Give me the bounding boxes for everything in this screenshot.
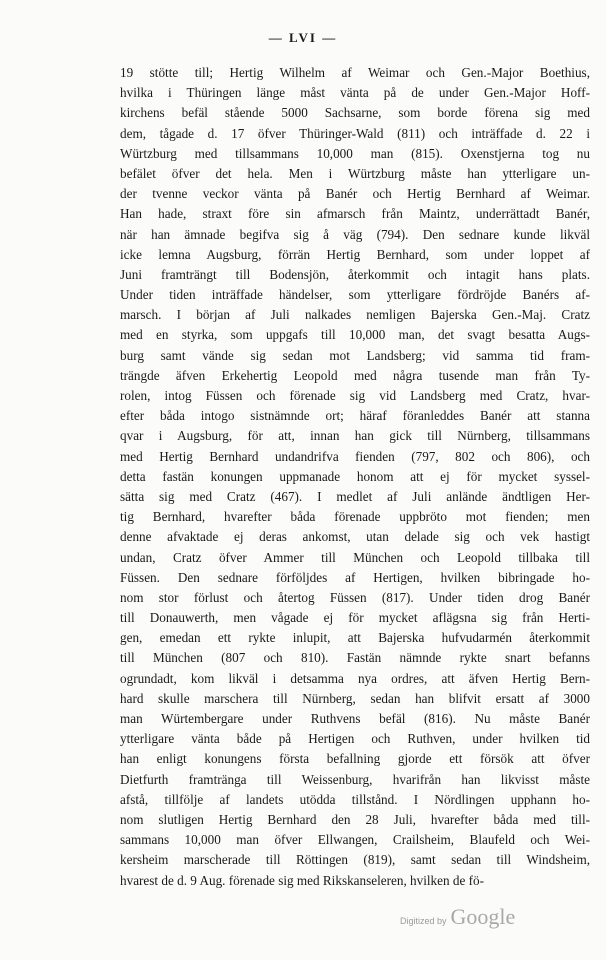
text-line: undan, Cratz öfver Ammer till München och Leopold tillbaka till [120, 549, 590, 565]
page-number: — LVI — [268, 30, 338, 45]
text-line: afstå, tillfölje af landets utödda tillstånd. I Nördlingen upphann ho- [120, 791, 590, 807]
text-line: dem, tågade d. 17 öfver Thüringer-Wald (811) och inträffade d. 22 i [120, 125, 590, 141]
text-line: Under tiden inträffade händelser, som ytterligare fördröjde Banérs af- [120, 287, 590, 303]
text-line: till München (807 och 810). Fastän nämnde rykte snart befanns [120, 650, 590, 666]
text-line: ogrundadt, kom likväl i detsamma nya ordres, att äfven Hertig Bern- [120, 670, 590, 686]
text-line: 19 stötte till; Hertig Wilhelm af Weimar och Gen.-Major Boethius, [120, 65, 590, 80]
text-line: sammans 10,000 man öfver Ellwangen, Crailsheim, Blaufeld och Wei- [120, 832, 590, 848]
text-line: hvarest de d. 9 Aug. förenade sig med Rikskanseleren, hvilken de fö- [120, 872, 485, 888]
text-line: han enligt konungens första befallning gjorde ett försök att öfver [120, 751, 590, 767]
text-line: kirchens befäl stående 5000 Sachsarne, som borde förena sig med [120, 105, 590, 121]
text-line: Dietfurth framtränga till Weissenburg, hvarifrån han likvisst måste [120, 771, 590, 787]
text-line: man Würtembergare under Ruthvens befäl (816). Nu måste Banér [120, 711, 590, 726]
text-line: Juni framträngt till Bodensjön, återkommit och intagit hans plats. [120, 266, 590, 282]
text-line: tig Bernhard, hvarefter båda förenade uppbröto mot fienden; men [120, 509, 590, 525]
digitized-watermark [400, 904, 515, 930]
text-line: Han hade, straxt före sin afmarsch från Maintz, underrättadt Banér, [120, 206, 590, 222]
text-line: efter båda intogo sistnämnde ort; häraf föranleddes Banér att stanna [120, 408, 590, 424]
text-line: med Hertig Bernhard undandrifva fienden (797, 802 och 806), och [120, 448, 590, 464]
watermark-brand: Google [450, 904, 516, 929]
text-line: befälet öfver det hela. Men i Würtzburg måste han ytterligare un- [120, 165, 590, 181]
text-line: rolen, intog Füssen och förenade sig vid Landsberg med Cratz, hvar- [120, 388, 590, 403]
text-line: hard skulle marschera till Nürnberg, sedan han blifvit ersatt af 3000 [120, 690, 590, 706]
text-line: sätta sig med Cratz (467). I medlet af Juli anlände ändtligen Her- [120, 488, 590, 504]
text-line: nom stor förlust och återtog Füssen (817). Under tiden drog Banér [120, 589, 590, 605]
text-line: Füssen. Den sednare förföljdes af Hertigen, hvilken bibringade ho- [120, 569, 590, 585]
text-line: ytterligare vänta både på Hertigen och Ruthven, under hvilken tid [120, 731, 590, 747]
text-line: denne afvaktade ej deras ankomst, utan delade sig och vek hastigt [120, 529, 590, 545]
text-line: der tvenne veckor vänta på Banér och Hertig Bernhard af Weimar. [120, 186, 590, 202]
text-line: kersheim marscherade till Röttingen (819), samt sedan till Windsheim, [120, 852, 590, 868]
text-line: Würtzburg med tillsammans 10,000 man (815). Oxenstjerna tog nu [120, 145, 590, 161]
text-line: detta fastän konungen uppmanade honom att ej för mycket syssel- [120, 468, 590, 484]
text-line: när han ämnade begifva sig å väg (794). Den sednare kunde likväl [120, 226, 590, 242]
text-line: gen, emedan ett rykte inlupit, att Bajerska hufvudarmén återkommit [120, 630, 590, 646]
watermark-prefix: Digitized by [400, 916, 447, 926]
text-line: burg samt vände sig sedan mot Landsberg; vid samma tid fram- [120, 347, 590, 363]
text-line: icke lemna Augsburg, förrän Hertig Bernhard, som under loppet af [120, 246, 590, 262]
body-text [120, 63, 590, 891]
text-line: marsch. I början af Juli nalkades nemligen Bajerska Gen.-Maj. Cratz [120, 307, 590, 323]
text-line: med en styrka, som uppgafs till 10,000 man, det svagt besatta Augs- [120, 327, 590, 343]
text-line: till Donauwerth, men vågade ej för mycket aflägsna sig från Herti- [120, 610, 590, 626]
text-line: trängde äfven Erkehertig Leopold med några tusende man från Ty- [120, 367, 590, 383]
text-line: hvilka i Thüringen länge måst vänta på de under Gen.-Major Hoff- [120, 85, 590, 101]
text-line: nom slutligen Hertig Bernhard den 28 Juli, hvarefter båda med till- [120, 811, 590, 827]
text-line: qvar i Augsburg, för att, innan han gick till Nürnberg, tillsammans [120, 428, 590, 444]
